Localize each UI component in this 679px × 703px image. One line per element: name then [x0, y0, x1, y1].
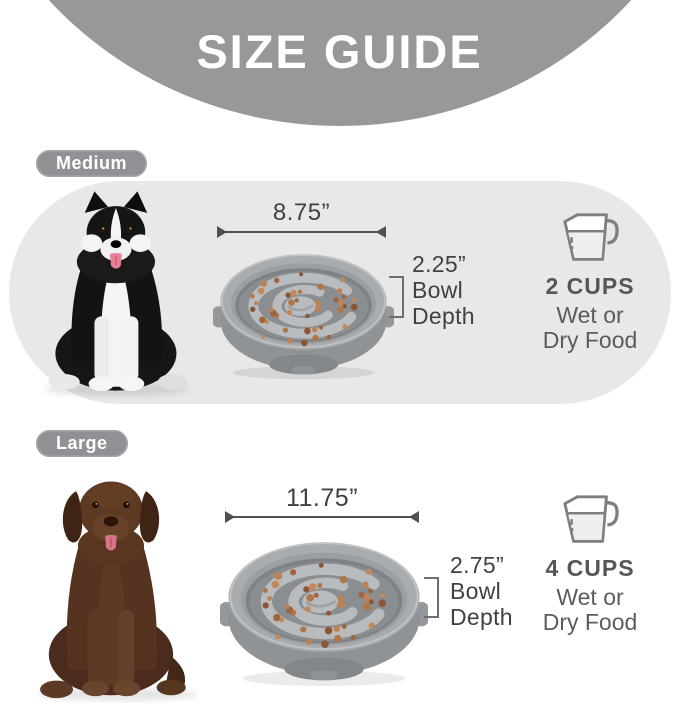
slow-feeder-bowl-image — [220, 527, 428, 688]
bowl-depth-word-2: Depth — [412, 303, 475, 329]
bowl-depth-callout — [450, 552, 513, 630]
bowl-depth-word-1: Bowl — [450, 578, 502, 604]
chocolate-labrador-image — [27, 464, 193, 702]
capacity-food-type: Wet or Dry Food — [542, 302, 638, 353]
bowl-width-label: 8.75” — [272, 199, 331, 226]
bowl-width-label: 11.75” — [285, 484, 359, 512]
bowl-depth-value: 2.25” — [412, 251, 466, 277]
bowl-depth-word-2: Depth — [450, 604, 513, 630]
depth-bracket — [424, 577, 439, 618]
capacity-food-type: Wet or Dry Food — [542, 584, 638, 635]
capacity-value: 2 CUPS — [545, 273, 635, 299]
bowl-depth-value: 2.75” — [450, 552, 504, 578]
size-badge-large: Large — [36, 430, 128, 457]
dimension-arrow-line — [225, 516, 419, 518]
capacity-callout — [519, 492, 661, 635]
bowl-depth-word-1: Bowl — [412, 277, 464, 303]
size-badge-medium: Medium — [36, 150, 147, 177]
measuring-cup-icon — [558, 492, 622, 550]
capacity-value: 4 CUPS — [545, 555, 635, 581]
page-title: SIZE GUIDE — [196, 25, 483, 78]
